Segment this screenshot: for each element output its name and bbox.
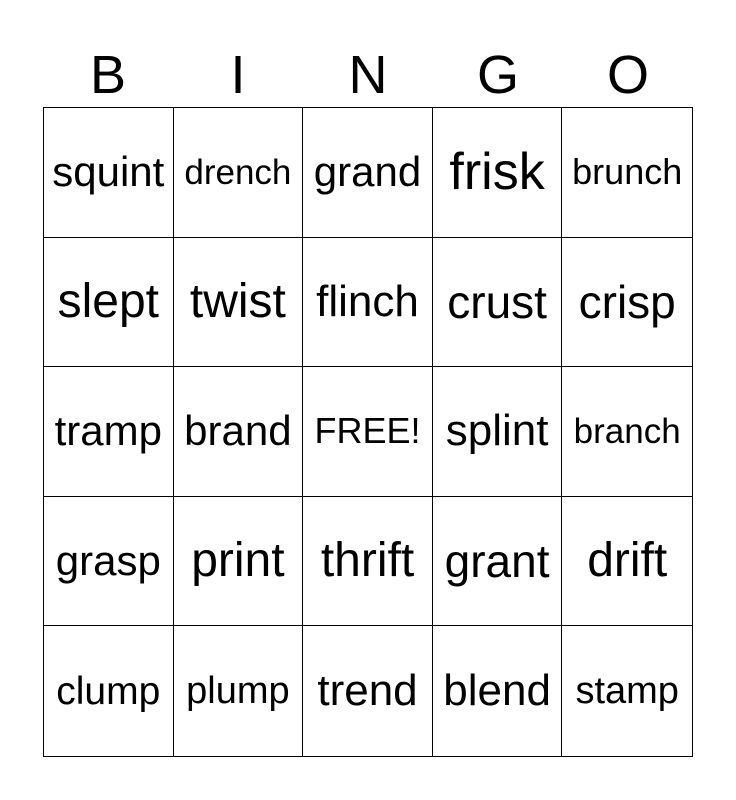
bingo-cell[interactable]: brunch bbox=[562, 108, 692, 238]
header-letter-i: I bbox=[230, 45, 246, 105]
bingo-cell[interactable]: blend bbox=[433, 626, 563, 756]
bingo-cell[interactable]: print bbox=[174, 497, 304, 627]
bingo-cell[interactable]: grand bbox=[303, 108, 433, 238]
bingo-cell[interactable]: thrift bbox=[303, 497, 433, 627]
bingo-cell[interactable]: grant bbox=[433, 497, 563, 627]
bingo-cell[interactable]: grasp bbox=[44, 497, 174, 627]
header-letter-o: O bbox=[606, 45, 649, 105]
header-letter-n: N bbox=[348, 45, 388, 105]
bingo-cell[interactable]: plump bbox=[174, 626, 304, 756]
free-space-cell: FREE! bbox=[303, 367, 433, 497]
bingo-cell[interactable]: drench bbox=[174, 108, 304, 238]
bingo-cell[interactable]: twist bbox=[174, 238, 304, 368]
bingo-header bbox=[43, 42, 693, 108]
bingo-cell[interactable]: drift bbox=[562, 497, 692, 627]
bingo-cell[interactable]: squint bbox=[44, 108, 174, 238]
header-letter-g: G bbox=[476, 45, 519, 105]
bingo-cell[interactable]: frisk bbox=[433, 108, 563, 238]
header-letter-b: B bbox=[89, 45, 127, 105]
bingo-cell[interactable]: crust bbox=[433, 238, 563, 368]
bingo-cell[interactable]: branch bbox=[562, 367, 692, 497]
bingo-cell[interactable]: splint bbox=[433, 367, 563, 497]
bingo-cell[interactable]: slept bbox=[44, 238, 174, 368]
bingo-cell[interactable]: clump bbox=[44, 626, 174, 756]
bingo-cell[interactable]: tramp bbox=[44, 367, 174, 497]
bingo-cell[interactable]: flinch bbox=[303, 238, 433, 368]
bingo-board bbox=[43, 107, 693, 757]
bingo-cell[interactable]: crisp bbox=[562, 238, 692, 368]
bingo-cell[interactable]: brand bbox=[174, 367, 304, 497]
bingo-cell[interactable]: trend bbox=[303, 626, 433, 756]
bingo-cell[interactable]: stamp bbox=[575, 670, 679, 713]
